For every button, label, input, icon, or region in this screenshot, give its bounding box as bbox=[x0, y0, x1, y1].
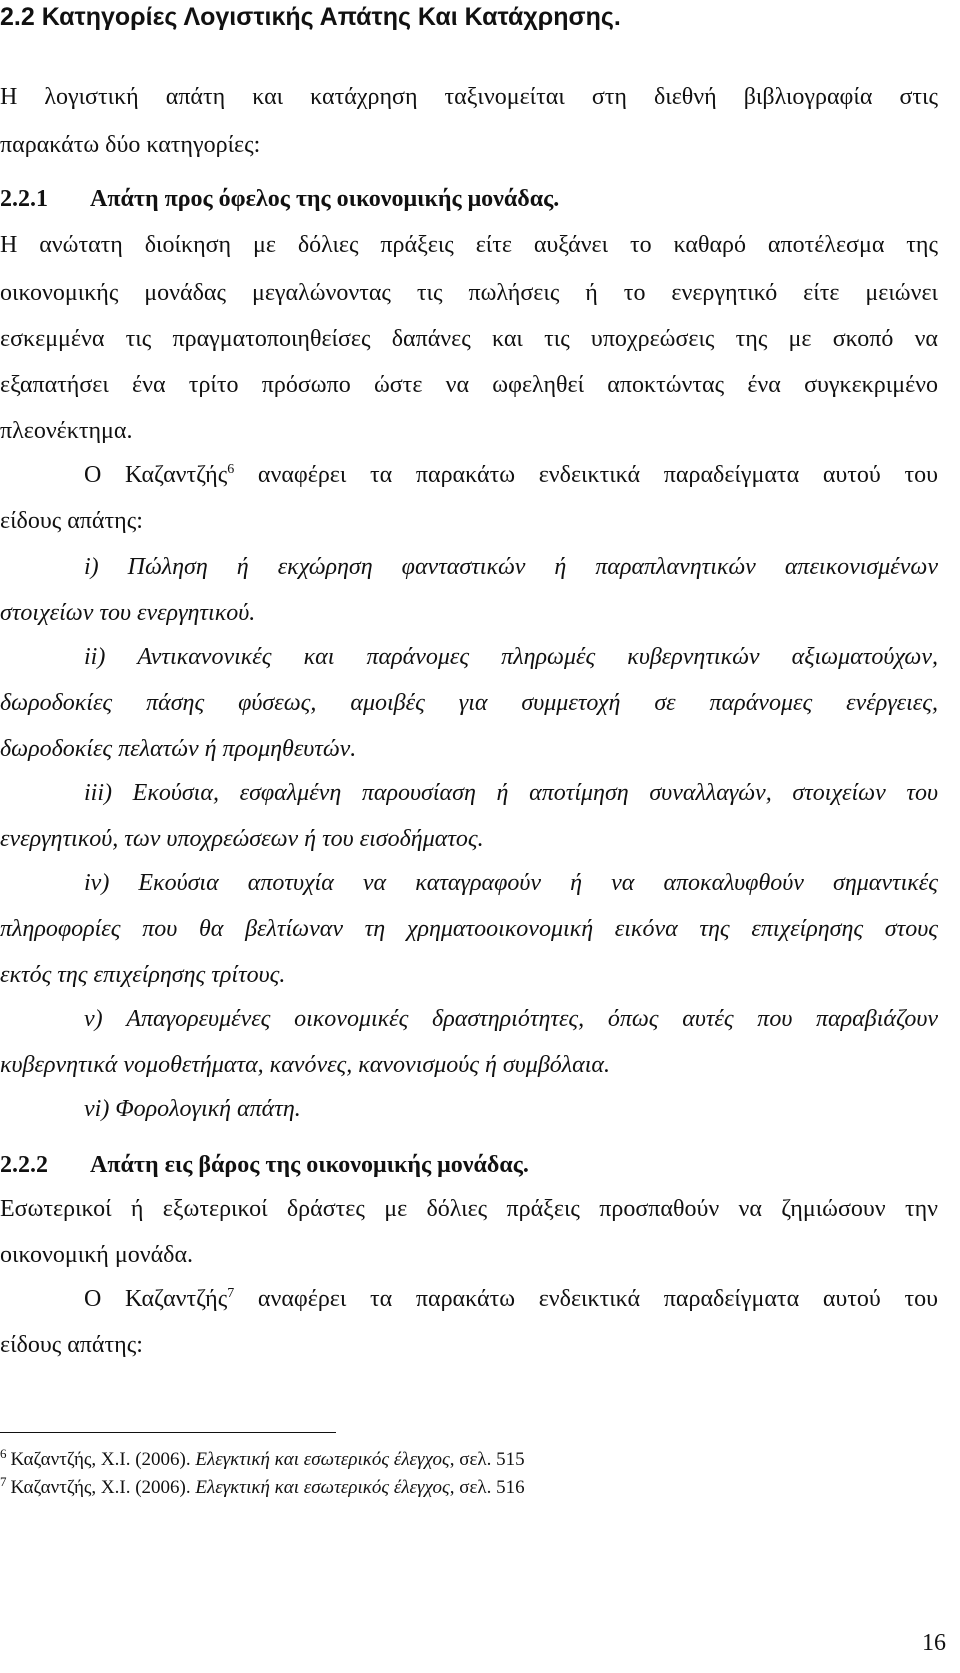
footnote-separator bbox=[0, 1432, 336, 1433]
footnote-7-number: 7 bbox=[0, 1473, 7, 1489]
subsection-1-title: Απάτη προς όφελος της οικονομικής μονάδας. bbox=[90, 186, 560, 212]
footnote-6-number: 6 bbox=[0, 1445, 7, 1461]
footnote-ref-6: 6 bbox=[227, 462, 235, 477]
item-ii-line-1: ii) Αντικανονικές και παράνομες πληρωμές κυβερνητικών αξιωματούχων, bbox=[84, 644, 938, 670]
footnote-ref-7: 7 bbox=[227, 1286, 235, 1301]
subsection-2-title: Απάτη εις βάρος της οικονομικής μονάδας. bbox=[90, 1152, 529, 1178]
item-i-line-2: στοιχείων του ενεργητικού. bbox=[0, 600, 256, 626]
author-name: Ο Καζαντζής bbox=[84, 462, 228, 488]
footnote-7 bbox=[0, 1473, 525, 1500]
sub2-author-line bbox=[0, 1284, 938, 1314]
author-name: Ο Καζαντζής bbox=[84, 1286, 228, 1312]
item-ii-line-2: δωροδοκίες πάσης φύσεως, αμοιβές για συμμετοχή σε παράνομες ενέργειες, bbox=[0, 690, 938, 716]
item-v-line-1: v) Απαγορευμένες οικονομικές δραστηριότητες, όπως αυτές που παραβιάζουν bbox=[84, 1006, 938, 1032]
item-ii-line-3: δωροδοκίες πελατών ή προμηθευτών. bbox=[0, 736, 357, 762]
intro-line-2: παρακάτω δύο κατηγορίες: bbox=[0, 132, 261, 158]
subsection-1-heading bbox=[0, 184, 938, 214]
sub2-para-line-2: οικονομική μονάδα. bbox=[0, 1242, 194, 1268]
sub1-para-line-4: εξαπατήσει ένα τρίτο πρόσωπο ώστε να ωφεληθεί αποκτώντας ένα συγκεκριμένο bbox=[0, 372, 938, 398]
footnote-6-author: Καζαντζής, Χ.Ι. (2006). bbox=[10, 1449, 196, 1470]
item-i-line-1: i) Πώληση ή εκχώρηση φανταστικών ή παραπλανητικών απεικονισμένων bbox=[84, 554, 938, 580]
sub1-author-line-2: είδους απάτης: bbox=[0, 508, 143, 534]
footnote-6 bbox=[0, 1445, 525, 1472]
item-vi-line-1: vi) Φορολογική απάτη. bbox=[84, 1096, 301, 1122]
sub2-para-line-1: Εσωτερικοί ή εξωτερικοί δράστες με δόλιες πράξεις προσπαθούν να ζημιώσουν την bbox=[0, 1196, 938, 1222]
item-iv-line-2: πληροφορίες που θα βελτίωναν τη χρηματοοικονομική εικόνα της επιχείρησης στους bbox=[0, 916, 938, 942]
footnote-7-page: , σελ. 516 bbox=[449, 1477, 525, 1498]
intro-line-1: Η λογιστική απάτη και κατάχρηση ταξινομείται στη διεθνή βιβλιογραφία στις bbox=[0, 84, 938, 110]
footnote-6-page: , σελ. 515 bbox=[449, 1449, 525, 1470]
author-line-rest: αναφέρει τα παρακάτω ενδεικτικά παραδείγματα αυτού του bbox=[234, 1286, 938, 1312]
sub1-para-line-2: οικονομικής μονάδας μεγαλώνοντας τις πωλήσεις ή το ενεργητικό είτε μειώνει bbox=[0, 280, 938, 306]
item-iv-line-3: εκτός της επιχείρησης τρίτους. bbox=[0, 962, 286, 988]
footnote-7-author: Καζαντζής, Χ.Ι. (2006). bbox=[10, 1477, 196, 1498]
subsection-2-number: 2.2.2 bbox=[0, 1152, 48, 1178]
item-iii-line-1: iii) Εκούσια, εσφαλμένη παρουσίαση ή αποτίμηση συναλλαγών, στοιχείων του bbox=[84, 780, 938, 806]
sub1-para-line-1: Η ανώτατη διοίκηση με δόλιες πράξεις είτε αυξάνει το καθαρό αποτέλεσμα της bbox=[0, 232, 938, 258]
sub1-para-line-5: πλεονέκτημα. bbox=[0, 418, 133, 444]
item-iv-line-1: iv) Εκούσια αποτυχία να καταγραφούν ή να αποκαλυφθούν σημαντικές bbox=[84, 870, 938, 896]
subsection-1-number: 2.2.1 bbox=[0, 186, 48, 212]
author-line-rest: αναφέρει τα παρακάτω ενδεικτικά παραδείγματα αυτού του bbox=[234, 462, 938, 488]
page-number: 16 bbox=[922, 1630, 946, 1656]
item-iii-line-2: ενεργητικού, των υποχρεώσεων ή του εισοδήματος. bbox=[0, 826, 484, 852]
sub1-para-line-3: εσκεμμένα τις πραγματοποιηθείσες δαπάνες και τις υποχρεώσεις της με σκοπό να bbox=[0, 326, 938, 352]
footnote-6-title: Ελεγκτική και εσωτερικός έλεγχος bbox=[195, 1449, 450, 1470]
sub1-author-line bbox=[0, 460, 938, 490]
sub2-author-line-2: είδους απάτης: bbox=[0, 1332, 143, 1358]
item-v-line-2: κυβερνητικά νομοθετήματα, κανόνες, κανονισμούς ή συμβόλαια. bbox=[0, 1052, 611, 1078]
subsection-2-heading bbox=[0, 1150, 938, 1180]
footnote-7-title: Ελεγκτική και εσωτερικός έλεγχος bbox=[195, 1477, 450, 1498]
section-title: 2.2 Κατηγορίες Λογιστικής Απάτης Και Κατάχρησης. bbox=[0, 3, 621, 31]
